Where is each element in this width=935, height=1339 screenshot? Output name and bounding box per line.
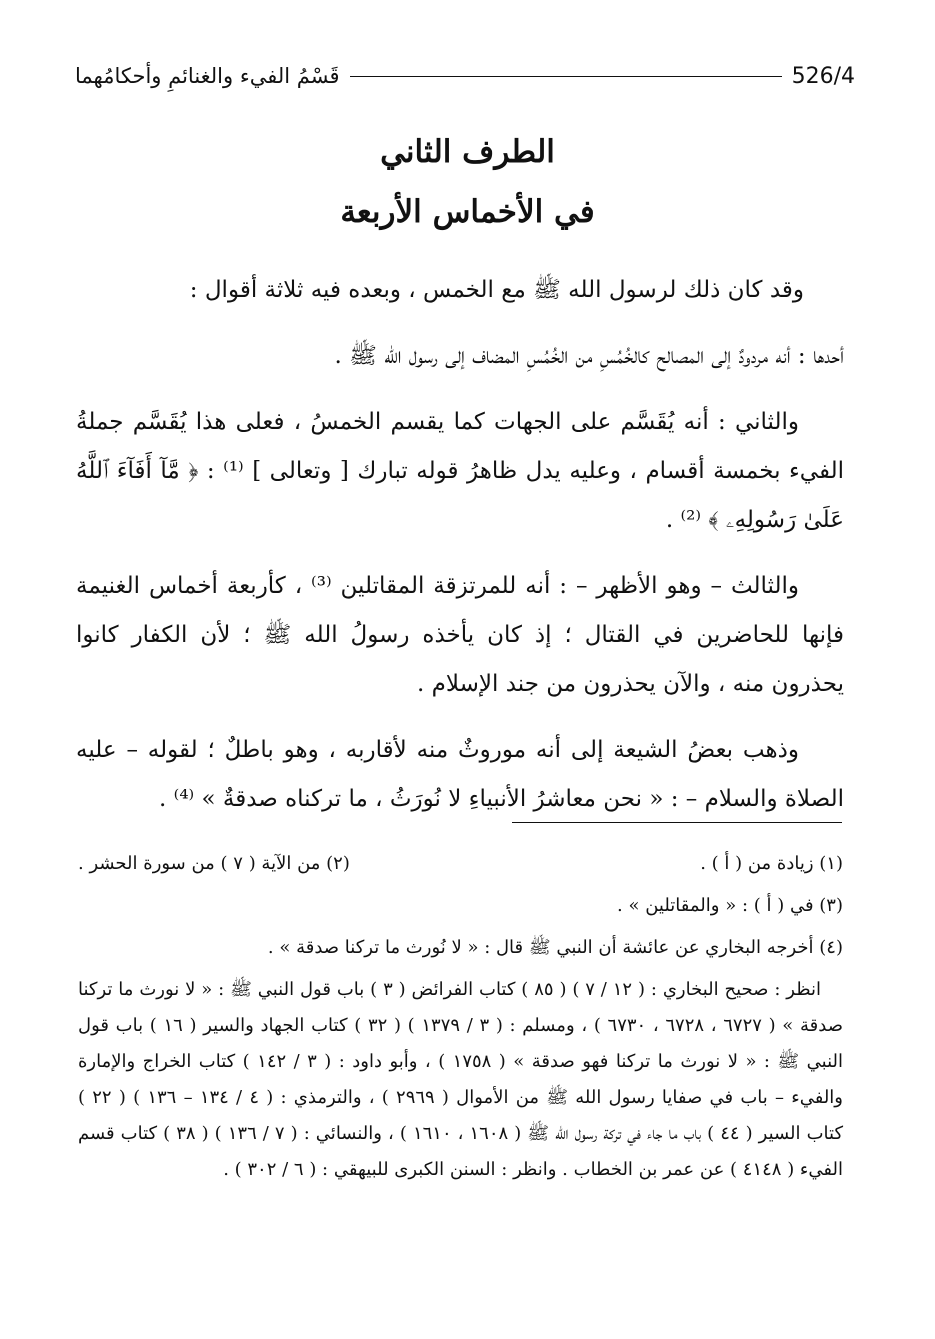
footnote-1: (١) زيادة من ( أ ) . [700,853,843,874]
main-text [76,266,844,841]
footnote-row [78,846,843,882]
footnote-2: (٢) من الآية ( ٧ ) من سورة الحشر . [78,853,350,874]
footnote-4-references: انظر : صحيح البخاري : ( ١٢ / ٧ ) ( ٨٥ ) كتاب الفرائض ( ٣ ) باب قول النبي ﷺ : « لا نورث ما تركنا صدقة » ( ٦٧٢٧ ، ٦٧٢٨ ، ٦٧٣٠ ) ، ومسلم : ( ٣ / ١٣٧٩ ) ( ٣٢ ) كتاب الجهاد والسير ( ١٦ ) باب قول النبي ﷺ : « لا نورث ما تركنا فهو صدقة » ( ١٧٥٨ ) ، وأبو داود : ( ٣ / ١٤٢ ) كتاب الخراج والإمارة والفيء – باب في صفايا رسول الله ﷺ من الأموال ( ٢٩٦٩ ) ، والترمذي : ( ٤ / ١٣٤ – ١٣٦ ) ( ٢٢ ) كتاب السير ( ٤٤ ) باب ما جاء في تركة رسول الله ﷺ ( ١٦٠٨ ، ١٦١٠ ) ، والنسائي : ( ٧ / ١٣٦ ) ( ٣٨ ) كتاب قسم الفيء ( ٤١٤٨ ) عن عمر بن الخطاب . وانظر : السنن الكبرى للبيهقي : ( ٦ / ٣٠٢ ) . [78,979,844,1180]
running-title: قَسْمُ الفيء والغنائمِ وأحكامُهما [75,64,340,88]
running-header [75,58,855,94]
paragraph-shia-view: وذهب بعضُ الشيعة إلى أنه موروثٌ منه لأقاربه ، وهو باطلٌ ؛ لقوله – عليه الصلاة والسلام – : « نحن معاشرُ الأنبياءِ لا نُورَثُ ، ما تركناه صدقةٌ » ⁽⁴⁾ . [76,737,844,812]
paragraph-first-opinion: أحدها : أنه مردودٌ إلى المصالح كالخُمُسِ من الخُمُسِ المضاف إلى رسول الله ﷺ . [334,343,844,369]
footnote-3: (٣) في ( أ ) : « والمقاتلين » . [617,895,843,916]
section-subheading: في الأخماس الأربعة [340,194,595,230]
footnote-4: (٤) أخرجه البخاري عن عائشة أن النبي ﷺ قال : « لا نُورث ما تركنا صدقة » . [267,937,843,958]
footnote-separator [512,822,842,823]
page-number: 526/4 [791,63,855,89]
header-rule [350,76,782,77]
section-heading: الطرف الثاني [380,134,555,170]
paragraph-intro: وقد كان ذلك لرسول الله ﷺ مع الخمس ، وبعده فيه ثلاثة أقوال : [189,277,804,303]
footnotes [78,846,843,1188]
paragraph-third-opinion: والثالث – وهو الأظهر – : أنه للمرتزقة المقاتلين ⁽³⁾ ، كأربعة أخماس الغنيمة فإنها للحاضرين في القتال ؛ إذ كان يأخذه رسولُ الله ﷺ ؛ لأن الكفار كانوا يحذرون منه ، والآن يحذرون من جند الإسلام . [76,573,844,697]
paragraph-second-opinion: والثاني : أنه يُقَسَّم على الجهات كما يقسم الخمسُ ، فعلى هذا يُقَسَّم جملةُ الفيء بخمسة أقسام ، وعليه يدل ظاهرُ قوله تبارك [ وتعالى ] ⁽¹⁾ : ﴿ مَّآ أَفَآءَ ٱللَّهُ عَلَىٰ رَسُولِهِۦ ﴾ ⁽²⁾ . [76,409,844,533]
